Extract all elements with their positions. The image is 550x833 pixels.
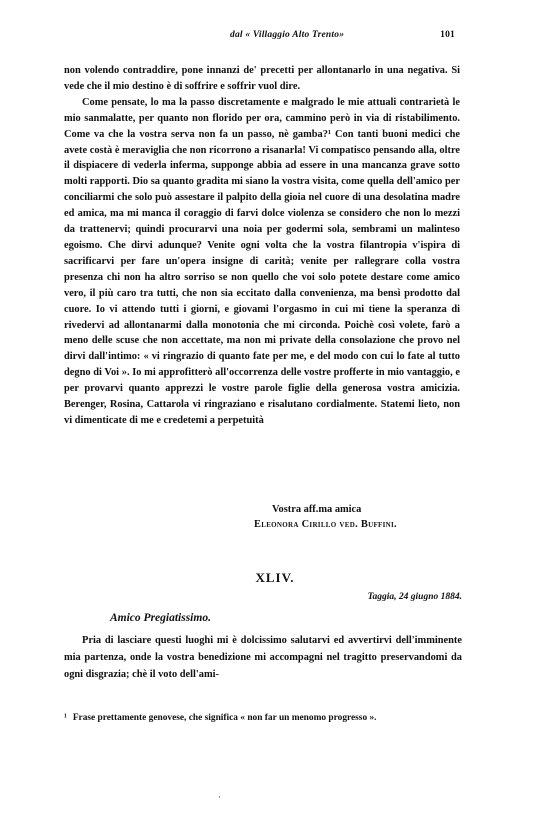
signature: Eleonora Cirillo ved. Buffini. bbox=[254, 519, 397, 530]
footnote-mark: ¹ bbox=[64, 713, 67, 723]
letter-paragraph: Come pensate, lo ma la passo discretamente e malgrado le mie attuali contrarietà le mio sanmalatte, per quanto non florido per ora, cammino però in via di ristabilimento. Come va che la vostra serva non fa un passo, nè gamba?¹ Con tanti buoni medici che avete costà è meraviglia che non ricorrono a risanarla! Vi compatisco pensando alla, oltre il dispiacere di vederla inferma, supponge abbia ad essere in una mancanza grave sotto molti rapporti. Dio sa quanto gradita mi siano la vostra visita, come quella dell'amico per conciliarmi che solo può assestare il palpito della gioia nel cuore di una desolatina madre ed amica, ma mi manca il coraggio di farvi dolce violenza se considero che non lo mezzi da trattenervi; quindi procurarvi una noia per godermi sola, sembrami un malinteso egoismo. Che dirvi adunque? Venite ogni volta che la vostra filantropia v'ispira di sacrificarvi per fare un'opera insigne di carità; venite per rallegrare colla vostra presenza chi non ha altro sorriso se non quello che voi solo potete destare come amico vero, il più caro tra tutti, che non sia eccitato dalla convenienza, ma bensì prodotto dal cuore. Io vi attendo tutti i giorni, e giovami l'orgasmo in cui mi tiene la speranza di rivedervi ad allontanarmi dalla monotonia che mi circonda. Poichè così volete, farò a meno delle scuse che non accettate, ma non mi private della consolazione che provo nel dirvi dall'intimo: « vi ringrazio di quanto fate per me, e del modo con cui lo fate al tutto degno di Voi ». Io mi approfitterò all'occorrenza delle vostre profferte in mio vantaggio, e per provarvi quanto apprezzi le vostre parole figlie della generosa vostra amicizia. Berenger, Rosina, Cattarola vi ringraziano e risalutano cordialmente. Statemi lieto, non vi dimenticate di me e credetemi a perpetuità bbox=[64, 96, 460, 426]
print-speck: · bbox=[218, 792, 221, 802]
section-number: XLIV. bbox=[255, 570, 295, 585]
second-letter-body bbox=[64, 632, 462, 683]
footnote bbox=[64, 712, 462, 724]
closing-formula: Vostra aff.ma amica bbox=[272, 504, 362, 515]
letter-closing bbox=[64, 502, 460, 532]
running-head-title: dal « Villaggio Alto Trento» bbox=[230, 30, 345, 40]
page-number: 101 bbox=[440, 30, 455, 40]
running-head bbox=[230, 30, 455, 40]
letter-paragraph: Pria di lasciare questi luoghi mi è dolcissimo salutarvi ed avvertirvi dell'imminente mia partenza, onde la vostra benedizione mi accompagni nel tragitto preservandomi da ogni disgrazia; chè il voto dell'ami- bbox=[64, 635, 462, 680]
greeting: Amico Pregiatissimo. bbox=[110, 612, 211, 624]
letter-body bbox=[64, 63, 460, 429]
letter-paragraph: non volendo contraddire, pone innanzi de' precetti per allontanarlo in una negativa. Si vede che il mio destino è di soffrire e soffrir vuol dire. bbox=[64, 65, 460, 92]
place-date: Taggia, 24 giugno 1884. bbox=[367, 592, 462, 602]
footnote-text: Frase prettamente genovese, che significa « non far un menomo progresso ». bbox=[72, 713, 377, 723]
